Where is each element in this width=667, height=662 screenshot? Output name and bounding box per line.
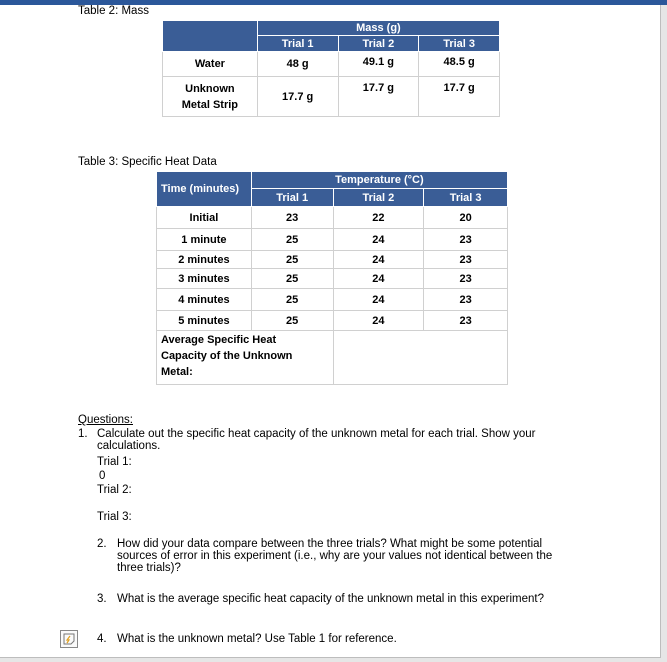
temp-trial-header: Trial 2 [333, 189, 424, 207]
temp-cell: 25 [251, 229, 333, 251]
mass-table-corner [163, 21, 258, 52]
temp-cell: 23 [424, 311, 508, 331]
time-label: Initial [157, 207, 252, 229]
temp-cell: 25 [251, 251, 333, 269]
mass-group-header: Mass (g) [257, 21, 499, 36]
temp-cell: 20 [424, 207, 508, 229]
label-line: Average Specific Heat [161, 334, 277, 346]
time-label: 2 minutes [157, 251, 252, 269]
mass-table [162, 20, 500, 117]
question-number: 3. [97, 593, 107, 605]
question-line: three trials)? [117, 562, 181, 574]
temp-cell: 25 [251, 311, 333, 331]
table2-caption: Table 2: Mass [78, 5, 149, 17]
temp-cell: 23 [251, 207, 333, 229]
question-number: 2. [97, 538, 107, 550]
mass-cell: 49.1 g [338, 52, 419, 77]
average-specific-heat-value[interactable] [333, 331, 507, 385]
trial1-label: Trial 1: [97, 456, 132, 468]
mass-trial-header: Trial 2 [338, 36, 419, 52]
temp-cell: 23 [424, 289, 508, 311]
time-label: 1 minute [157, 229, 252, 251]
temp-cell: 24 [333, 289, 424, 311]
mass-cell: 17.7 g [338, 77, 419, 117]
average-specific-heat-cell [157, 331, 334, 385]
mass-cell: 48.5 g [419, 52, 500, 77]
mass-trial-header: Trial 1 [257, 36, 338, 52]
questions-heading: Questions: [78, 414, 133, 426]
mass-cell: 48 g [257, 52, 338, 77]
label-line: Unknown [185, 82, 235, 95]
temp-cell: 24 [333, 311, 424, 331]
temp-trial-header: Trial 3 [424, 189, 508, 207]
time-label: 5 minutes [157, 311, 252, 331]
temp-cell: 25 [251, 289, 333, 311]
mass-cell: 17.7 g [257, 77, 338, 117]
specific-heat-table [156, 171, 508, 385]
label-line: Metal Strip [181, 98, 238, 111]
temp-cell: 24 [333, 269, 424, 289]
table3-caption: Table 3: Specific Heat Data [78, 156, 217, 168]
temp-cell: 22 [333, 207, 424, 229]
temp-cell: 24 [333, 229, 424, 251]
time-header: Time (minutes) [157, 172, 252, 207]
temp-cell: 23 [424, 229, 508, 251]
trial1-answer[interactable]: 0 [99, 470, 106, 482]
label-line: Capacity of the Unknown [161, 350, 293, 362]
note-glyph-icon [61, 631, 77, 647]
question-number: 4. [97, 633, 107, 645]
temp-cell: 23 [424, 251, 508, 269]
question-line: sources of error in this experiment (i.e., why are your values not identical between the [117, 550, 553, 562]
question-line: calculations. [97, 440, 161, 452]
label-line: Metal: [161, 366, 193, 378]
trial2-label: Trial 2: [97, 484, 132, 496]
question-number: 1. [78, 428, 88, 440]
question-line: Calculate out the specific heat capacity of the unknown metal for each trial. Show your [97, 428, 536, 440]
temp-trial-header: Trial 1 [251, 189, 333, 207]
row-label-water: Water [163, 52, 258, 77]
mass-trial-header: Trial 3 [419, 36, 500, 52]
question-line: How did your data compare between the three trials? What might be some potential [117, 538, 543, 550]
comment-note-icon[interactable] [60, 630, 78, 648]
trial3-label: Trial 3: [97, 511, 132, 523]
question-text: What is the unknown metal? Use Table 1 for reference. [117, 633, 397, 645]
temp-cell: 25 [251, 269, 333, 289]
temp-cell: 24 [333, 251, 424, 269]
time-label: 4 minutes [157, 289, 252, 311]
row-label-unknown-metal [163, 77, 258, 117]
mass-cell: 17.7 g [419, 77, 500, 117]
time-label: 3 minutes [157, 269, 252, 289]
temperature-group-header: Temperature (°C) [251, 172, 507, 189]
question-text: What is the average specific heat capacity of the unknown metal in this experiment? [117, 593, 545, 605]
temp-cell: 23 [424, 269, 508, 289]
